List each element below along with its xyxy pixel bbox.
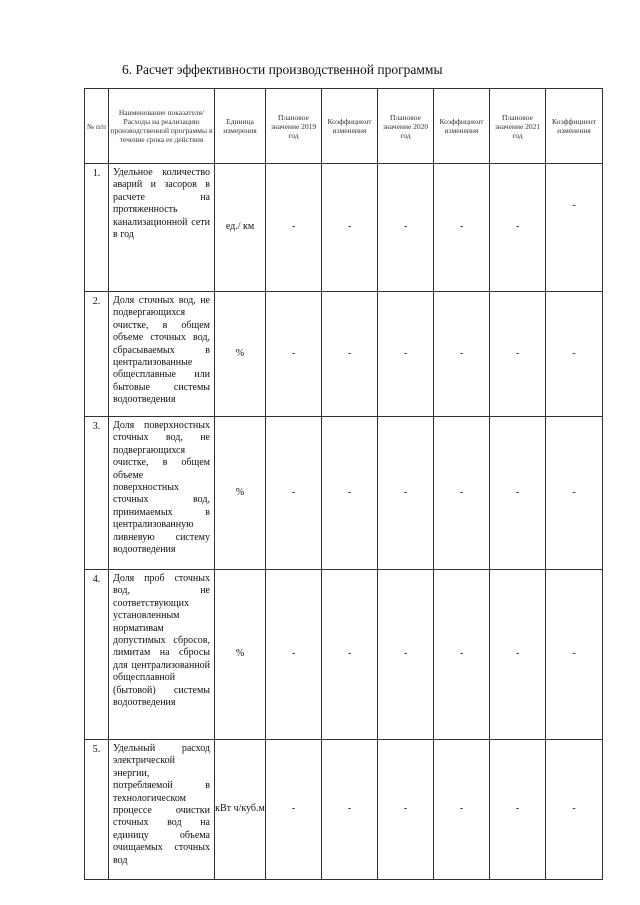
value-cell: - — [322, 164, 378, 292]
row-number: 1. — [85, 164, 109, 292]
indicator-name: Доля проб сточных вод, не соответствующих установленным нормативам допустимых сбросов, лимитам на сбросы для централизованной общесплавной (бытовой) системы водоотведения — [109, 570, 215, 740]
value-cell: - — [378, 740, 434, 880]
value-cell: - — [266, 570, 322, 740]
value-cell: - — [546, 740, 603, 880]
row-number: 3. — [85, 417, 109, 570]
table-row — [85, 292, 603, 417]
value-cell: - — [490, 292, 546, 417]
value-cell: - — [378, 292, 434, 417]
value-cell: - — [490, 164, 546, 292]
value-cell: - — [322, 292, 378, 417]
value-cell: - — [434, 164, 490, 292]
value-cell: - — [546, 417, 603, 570]
header-coef-1: Коэффициент изменения — [322, 89, 378, 164]
table-row — [85, 570, 603, 740]
unit-cell: ед./ км — [215, 164, 266, 292]
value-cell: - — [322, 740, 378, 880]
header-unit: Единица измерения — [215, 89, 266, 164]
header-coef-2: Коэффициент изменения — [434, 89, 490, 164]
value-cell: - — [490, 740, 546, 880]
value-cell: - — [546, 164, 603, 292]
value-cell: - — [434, 570, 490, 740]
value-cell: - — [434, 417, 490, 570]
value-cell: - — [266, 164, 322, 292]
header-name: Наименование показателя/Расходы на реализацию производственной программы в течение срока ее действия — [109, 89, 215, 164]
row-number: 5. — [85, 740, 109, 880]
header-num: № п/п — [85, 89, 109, 164]
indicator-name: Удельное количество аварий и засоров в расчете на протяженность канализационной сети в год — [109, 164, 215, 292]
unit-cell: % — [215, 570, 266, 740]
row-number: 2. — [85, 292, 109, 417]
header-plan-2020: Плановое значение 2020 год — [378, 89, 434, 164]
table-row — [85, 740, 603, 880]
header-plan-2019: Плановое значение 2019 год — [266, 89, 322, 164]
indicator-name: Доля поверхностных сточных вод, не подвергающихся очистке, в общем объеме поверхностных сточных вод, принимаемых в централизованную ливневую систему водоотведения — [109, 417, 215, 570]
table-row — [85, 417, 603, 570]
indicator-name: Удельный расход электрической энергии, потребляемой в технологическом процессе очистки сточных вод на единицу объема очищаемых сточных вод — [109, 740, 215, 880]
efficiency-table — [84, 88, 603, 880]
value-cell: - — [266, 417, 322, 570]
value-cell: - — [322, 417, 378, 570]
value-cell: - — [490, 570, 546, 740]
value-cell: - — [266, 292, 322, 417]
value-cell: - — [322, 570, 378, 740]
value-cell: - — [378, 164, 434, 292]
unit-cell: % — [215, 417, 266, 570]
value-cell: - — [546, 292, 603, 417]
value-cell: - — [378, 570, 434, 740]
unit-cell: кВт ч/куб.м — [215, 740, 266, 880]
value-cell: - — [266, 740, 322, 880]
value-cell: - — [546, 570, 603, 740]
section-title: 6. Расчет эффективности производственной программы — [122, 62, 443, 77]
value-cell: - — [434, 740, 490, 880]
table-row — [85, 164, 603, 292]
indicator-name: Доля сточных вод, не подвергающихся очистке, в общем объеме сточных вод, сбрасываемых в централизованные общесплавные или бытовые системы водоотведения — [109, 292, 215, 417]
header-row — [85, 89, 603, 164]
unit-cell: % — [215, 292, 266, 417]
value-cell: - — [378, 417, 434, 570]
value-cell: - — [490, 417, 546, 570]
row-number: 4. — [85, 570, 109, 740]
header-plan-2021: Плановое значение 2021 год — [490, 89, 546, 164]
header-coef-3: Коэффициент изменения — [546, 89, 603, 164]
value-cell: - — [434, 292, 490, 417]
